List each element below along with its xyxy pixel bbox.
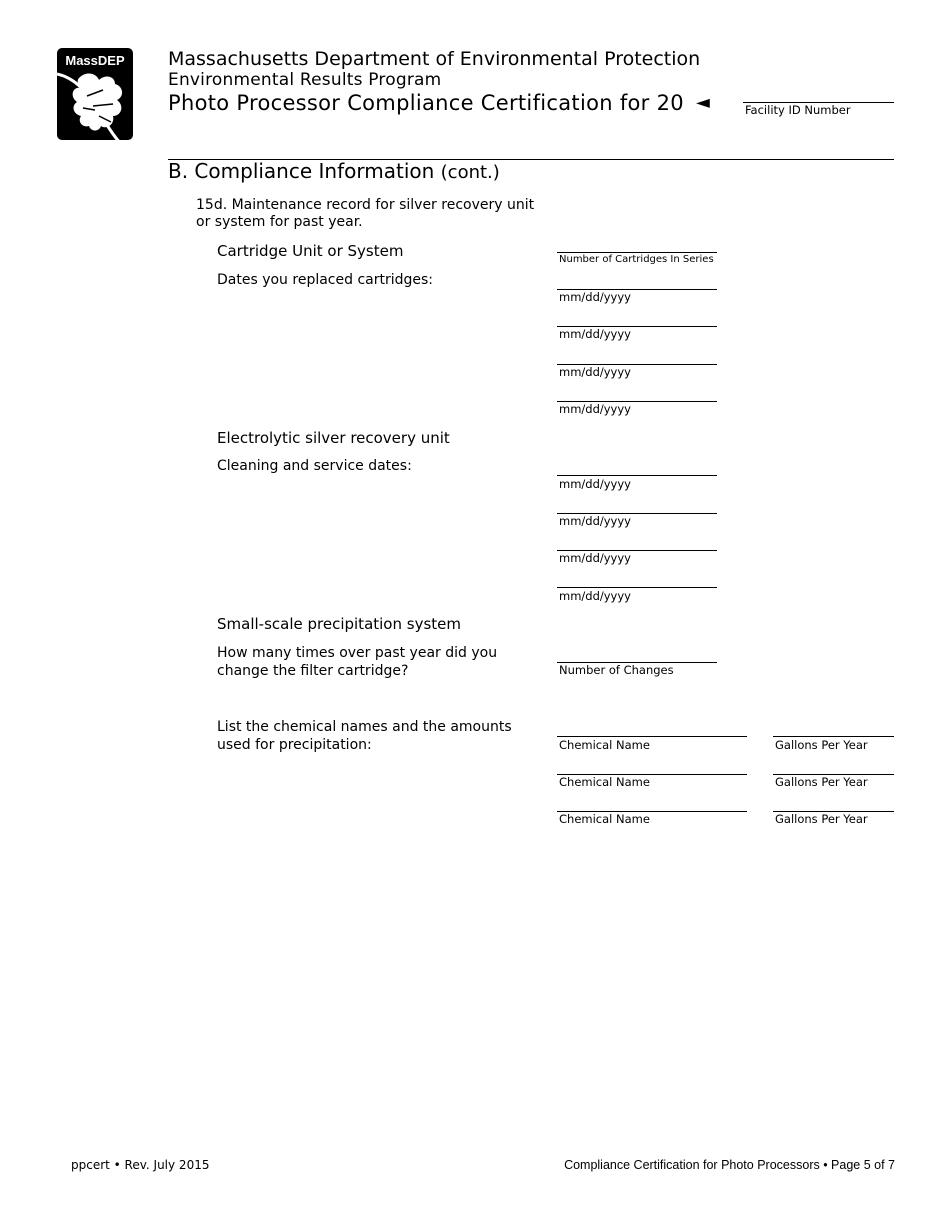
cartridge-count-field[interactable] [557, 252, 717, 253]
cartridge-date-label-4: mm/dd/yyyy [559, 402, 631, 416]
footer-revision: ppcert • Rev. July 2015 [71, 1158, 210, 1172]
form-title: Photo Processor Compliance Certification for 20 [168, 91, 684, 115]
electrolytic-dates-prompt: Cleaning and service dates: [217, 458, 412, 474]
gallons-label-1: Gallons Per Year [775, 738, 868, 752]
svg-text:MassDEP: MassDEP [65, 53, 125, 68]
chemical-name-label-3: Chemical Name [559, 812, 650, 826]
electrolytic-heading: Electrolytic silver recovery unit [217, 429, 450, 447]
electrolytic-date-label-2: mm/dd/yyyy [559, 514, 631, 528]
electrolytic-date-field-1[interactable] [557, 475, 717, 476]
cartridge-dates-prompt: Dates you replaced cartridges: [217, 272, 434, 288]
changes-count-label: Number of Changes [559, 663, 674, 677]
changes-prompt-line-1: How many times over past year did you [217, 645, 498, 661]
facility-id-label: Facility ID Number [745, 103, 851, 117]
footer-page-info: Compliance Certification for Photo Processors • Page 5 of 7 [564, 1158, 895, 1172]
cartridge-date-label-2: mm/dd/yyyy [559, 327, 631, 341]
department-name: Massachusetts Department of Environmental Protection [168, 48, 701, 70]
changes-prompt-line-2: change the filter cartridge? [217, 663, 409, 679]
chemical-name-label-1: Chemical Name [559, 738, 650, 752]
massdep-logo [57, 48, 133, 148]
program-name: Environmental Results Program [168, 70, 442, 90]
question-15d: 15d. Maintenance record for silver recovery unit or system for past year. [196, 197, 535, 230]
cartridge-heading: Cartridge Unit or System [217, 242, 404, 260]
arrow-left-icon: ◄ [696, 92, 710, 113]
cartridge-count-label: Number of Cartridges In Series [559, 254, 714, 265]
electrolytic-date-label-1: mm/dd/yyyy [559, 477, 631, 491]
precipitation-heading: Small-scale precipitation system [217, 615, 461, 633]
chemicals-prompt-line-1: List the chemical names and the amounts [217, 719, 512, 735]
electrolytic-date-field-4[interactable] [557, 587, 717, 588]
chemical-name-label-2: Chemical Name [559, 775, 650, 789]
gallons-label-3: Gallons Per Year [775, 812, 868, 826]
chemicals-prompt-line-2: used for precipitation: [217, 737, 372, 753]
cartridge-date-label-1: mm/dd/yyyy [559, 290, 631, 304]
gallons-field-1[interactable] [773, 736, 894, 737]
section-title-text: B. Compliance Information [168, 159, 435, 183]
electrolytic-date-label-3: mm/dd/yyyy [559, 551, 631, 565]
chemical-name-field-1[interactable] [557, 736, 747, 737]
section-title [168, 159, 500, 183]
electrolytic-date-label-4: mm/dd/yyyy [559, 589, 631, 603]
section-title-suffix: (cont.) [440, 162, 500, 183]
gallons-label-2: Gallons Per Year [775, 775, 868, 789]
cartridge-date-label-3: mm/dd/yyyy [559, 365, 631, 379]
